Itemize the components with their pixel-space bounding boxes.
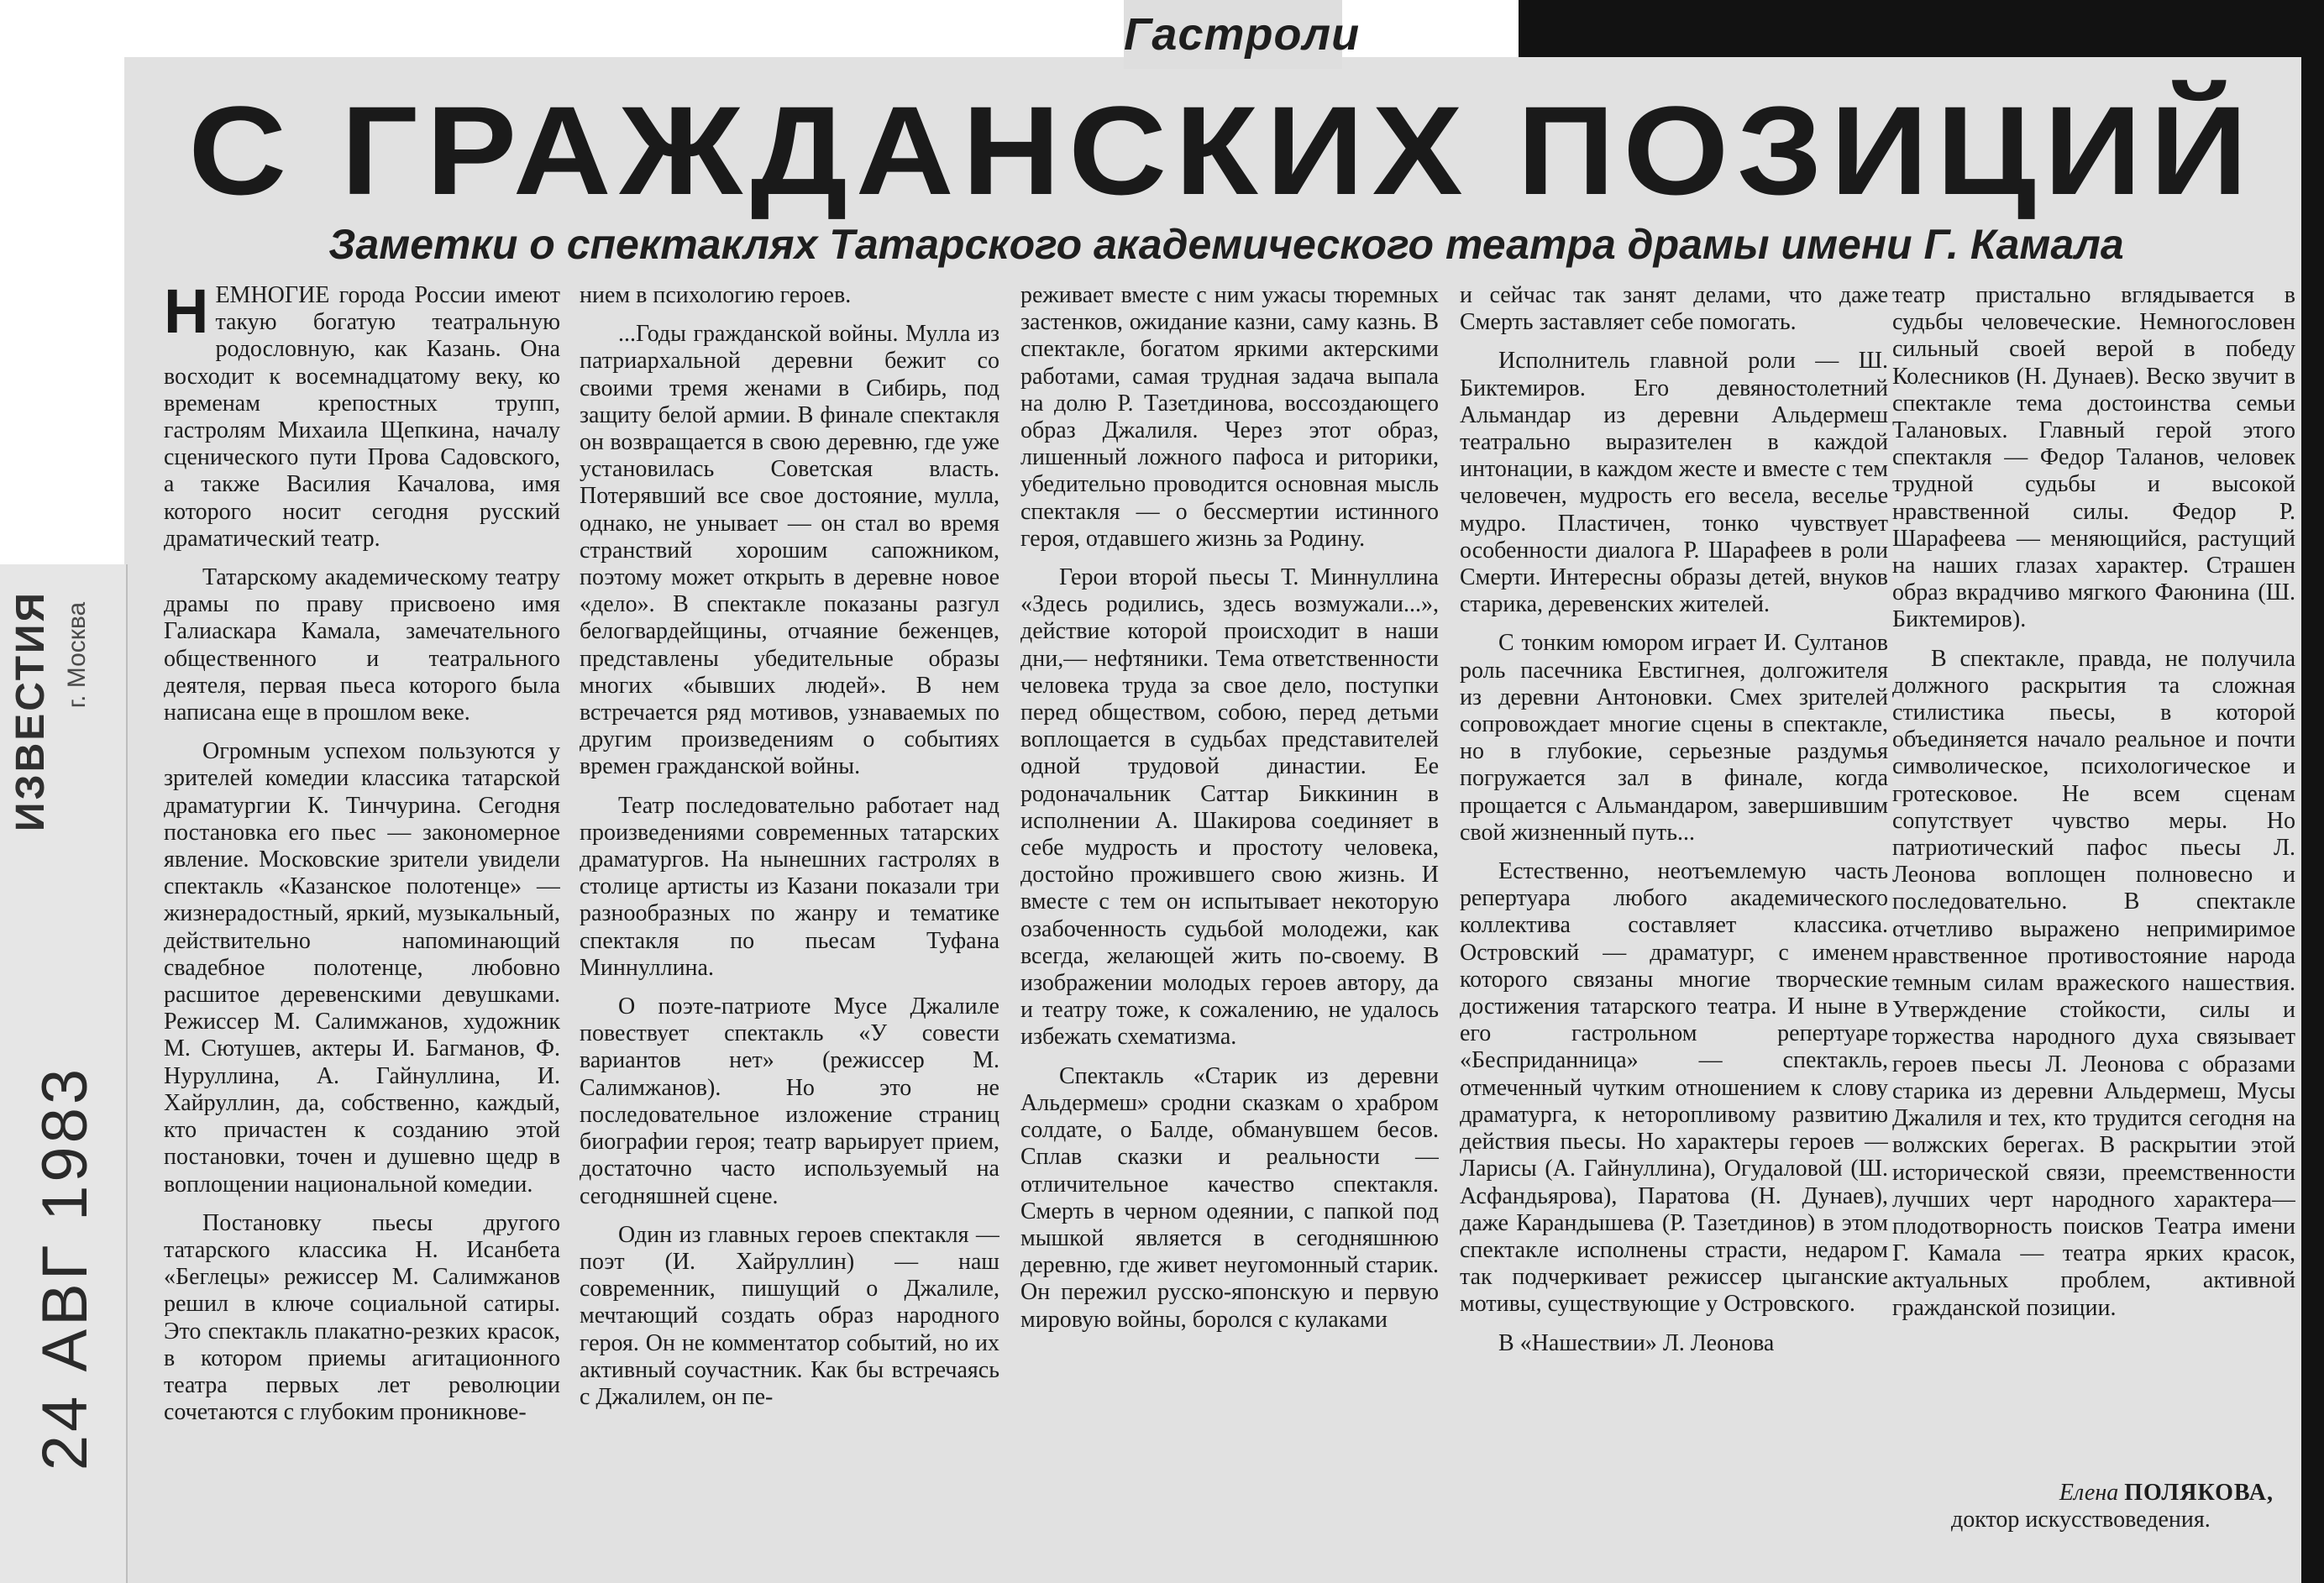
paragraph: Герои второй пьесы Т. Миннуллина «Здесь родились, здесь возмужали...», действие которой происходит в наши дни,— нефтяники. Тема ответственности человека труда за свое дело, поступки перед обществом, собою, перед детьми воплощается в судьбах представителей одной трудовой династии. Ее родоначальник Саттар Биккинин в исполнении А. Шакирова соединяет в себе мудрость и простоту человека, достойно прожившего свою жизнь. И вместе с тем он испытывает некоторую озабоченность судьбой молодежи, как всегда, желающей жить по-своему. В изображении молодых героев автору, да и театру тоже, к сожалению, не удалось избежать схематизма. [1020,564,1439,1051]
article-headline: С ГРАЖДАНСКИХ ПОЗИЦИЙ [188,80,2256,221]
paragraph: Татарскому академическому театру драмы по праву присвоено имя Галиаскара Камала, замечательного общественного и театрального деятеля, первая пьеса которого была написана еще в прошлом веке. [164,564,560,726]
stamp-city: г. Москва [63,601,91,709]
article-column-5 [1892,282,2295,1433]
drop-cap: Н [164,282,209,346]
paragraph: нием в психологию героев. [580,282,852,308]
paragraph: Спектакль «Старик из деревни Альдермеш» сродни сказкам о храбром солдате, о Балде, обманувшем бесов. Сплав сказки и реальности — отличительное качество спектакля. Смерть в черном одеянии, с папкой под мышкой является в сегодняшнюю деревню, где живет неугомонный старик. Он пережил русско-японскую и первую мировую войны, боролся с кулаками [1020,1062,1439,1333]
paragraph: Исполнитель главной роли — Ш. Биктемиров. Его девяностолетний Альмандар из деревни Альдермеш театрально выразителен в каждой интонации, в каждом жесте и вместе с тем человечен, мудрость его весела, веселье мудро. Пластичен, тонко чувствует особенности диалога Р. Шарафеев в роли Смерти. Интересны образы детей, внуков старика, деревенских жителей. [1460,348,1888,618]
rubric-label: Гастроли [1124,9,1361,60]
paragraph-text: ЕМНОГИЕ города России имеют такую богатую театральную родословную, как Казань. Она восходит к восемнадцатому веку, ко временам крепостных трупп, гастролям Михаила Щепкина, началу сценического пути Прова Садовского, а также Василия Качалова, имя которого носит сегодня русский драматический театр. [164,282,560,552]
author-first-name: Елена [2059,1480,2119,1506]
paragraph: Огромным успехом пользуются у зрителей комедии классика татарской драматургии К. Тинчурина. Сегодня постановка его пьес — закономерное явление. Московские зрители увидели спектакль «Казанское полотенце» — жизнерадостный, яркий, музыкальный, действительно напоминающий свадебное полотенце, любовно расшитое деревенскими девушками. Режиссер М. Салимжанов, художник М. Сютушев, актеры И. Багманов, Ф. Нуруллина, А. Гайнуллина, И. Хайруллин, да, собственно, каждый, кто причастен к созданию этой постановки, точен и душевно щедр в воплощении национальной комедии. [164,738,560,1198]
paragraph: реживает вместе с ним ужасы тюремных застенков, ожидание казни, саму казнь. В спектакле, богатом яркими актерскими работами, самая трудная задача выпала на долю Р. Тазетдинова, воссоздающего образ Джалиля. Через этот образ, лишенный ложного пафоса и риторики, убедительно проводится основная мысль спектакля — о бессмертии истинного героя, отдавшего жизнь за Родину. [1020,282,1439,552]
article-column-3 [1020,282,1439,1571]
paragraph: ...Годы гражданской войны. Мулла из патриархальной деревни бежит со своими тремя женами в Сибирь, под защиту белой армии. В финале спектакля он возвращается в свою деревню, где уже установилась Советская власть. Потерявший все свое достояние, мулла, однако, не унывает — он стал во время странствий хорошим сапожником, поэтому может открыть в деревне новое «дело». В спектакле показаны разгул белогвардейщины, отчаяние беженцев, представлены убедительные образы многих «бывших людей». В нем встречается ряд мотивов, узнаваемых по другим произведениям о событиях времен гражданской войны. [580,321,999,780]
paragraph: Театр последовательно работает над произведениями современных татарских драматургов. На нынешних гастролях в столице артисты из Казани показали три разнообразных по жанру и тематике спектакля по пьесам Туфана Миннуллина. [580,792,999,981]
author-signature [1892,1480,2295,1580]
stamp-date: 24 АВГ 1983 [29,1065,101,1471]
paragraph: О поэте-патриоте Мусе Джалиле повествует спектакль «У совести вариантов нет» (режиссер М. Салимжанов). Но это не последовательное изложение страниц биографии героя; театр варьирует прием, достаточно часто используемый на сегодняшней сцене. [580,993,999,1209]
author-name [1892,1480,2295,1507]
paragraph: В «Нашествии» Л. Леонова [1498,1329,1775,1356]
author-title: доктор искусствоведения. [1951,1507,2211,1533]
paragraph: театр пристально вглядывается в судьбы человеческие. Немногословен сильный своей верой в победу Колесников (Н. Дунаев). Веско звучит в спектакле тема достоинства семьи Талановых. Главный герой этого спектакля — Федор Таланов, человек трудной судьбы и высокой нравственной силы. Федор Р. Шарафеева — меняющийся, растущий на наших глазах характер. Страшен образ вкрадчиво мягкого Фаюнина (Ш. Биктемиров). [1892,282,2295,633]
paragraph: С тонким юмором играет И. Султанов роль пасечника Евстигнея, долгожителя из деревни Антоновки. Смех зрителей сопровождает многие сцены в спектакле, но в глубокие, серьезные раздумья погружается зал в финале, когда прощается с Альмандаром, завершившим свой жизненный путь... [1460,630,1888,846]
paragraph: Один из главных героев спектакля — поэт (И. Хайруллин) — наш современник, пишущий о Джалиле, мечтающий создать образ народного героя. Он не комментатор событий, но их активный соучастник. Как бы встречаясь с Джалилем, он пе- [580,1221,999,1410]
article-subheadline: Заметки о спектаклях Татарского академического театра драмы имени Г. Камала [328,221,2124,268]
paragraph [164,282,560,553]
article-column-2 [580,282,999,1571]
scan-background-edge [2299,0,2324,1583]
article-column-1 [164,282,560,1571]
paragraph: Постановку пьесы другого татарского классика Н. Исанбета «Беглецы» режиссер М. Салимжанов решил в ключе социальной сатиры. Это спектакль плакатно-резких красок, в котором приемы агитационного театра первых лет революции сочетаются с глубоким проникнове- [164,1209,560,1426]
article-column-4 [1460,282,1888,1571]
paragraph: и сейчас так занят делами, что даже Смерть заставляет себе помогать. [1460,282,1888,336]
author-last-name: ПОЛЯКОВА, [2124,1480,2274,1506]
paragraph: В спектакле, правда, не получила должного раскрытия та сложная стилистика пьесы, в которой объединяется начало реальное и почти символическое, психологическое и гротесковое. Не всем сценам сопутствует чувство меры. Но патриотический пафос пьесы Л. Леонова воплощен полновесно и последовательно. В спектакле отчетливо выражено непримиримое нравственное противостояние народа темным силам вражеского нашествия. Утверждение стойкости, силы и торжества народного духа связывает героев пьесы Л. Леонова с образами старика из деревни Альдермеш, Мусы Джалиля и тех, кто трудится сегодня на волжских берегах. В раскрытии этой исторической связи, преемственности лучших черт народного характера—плодотворность поисков Театра имени Г. Камала — театра ярких красок, актуальных проблем, активной гражданской позиции. [1892,645,2295,1321]
paragraph: Естественно, неотъемлемую часть репертуара любого академического коллектива составляет классика. Островский — драматург, с именем которого связаны многие творческие достижения татарского театра. И ныне в его гастрольном репертуаре «Бесприданница» — спектакль, отмеченный чутким отношением к слову драматурга, к неторопливому развитию действия пьесы. Но характеры героев — Ларисы (А. Гайнуллина), Огудаловой (Ш. Асфандьярова), Паратова (Н. Дунаев), даже Карандышева (Р. Тазетдинов) в этом спектакле исполнены страсти, недаром так подчеркивает режиссер цыганские мотивы, существующие у Островского. [1460,858,1888,1318]
stamp-newspaper-name: ИЗВЕСТИЯ [8,590,53,831]
